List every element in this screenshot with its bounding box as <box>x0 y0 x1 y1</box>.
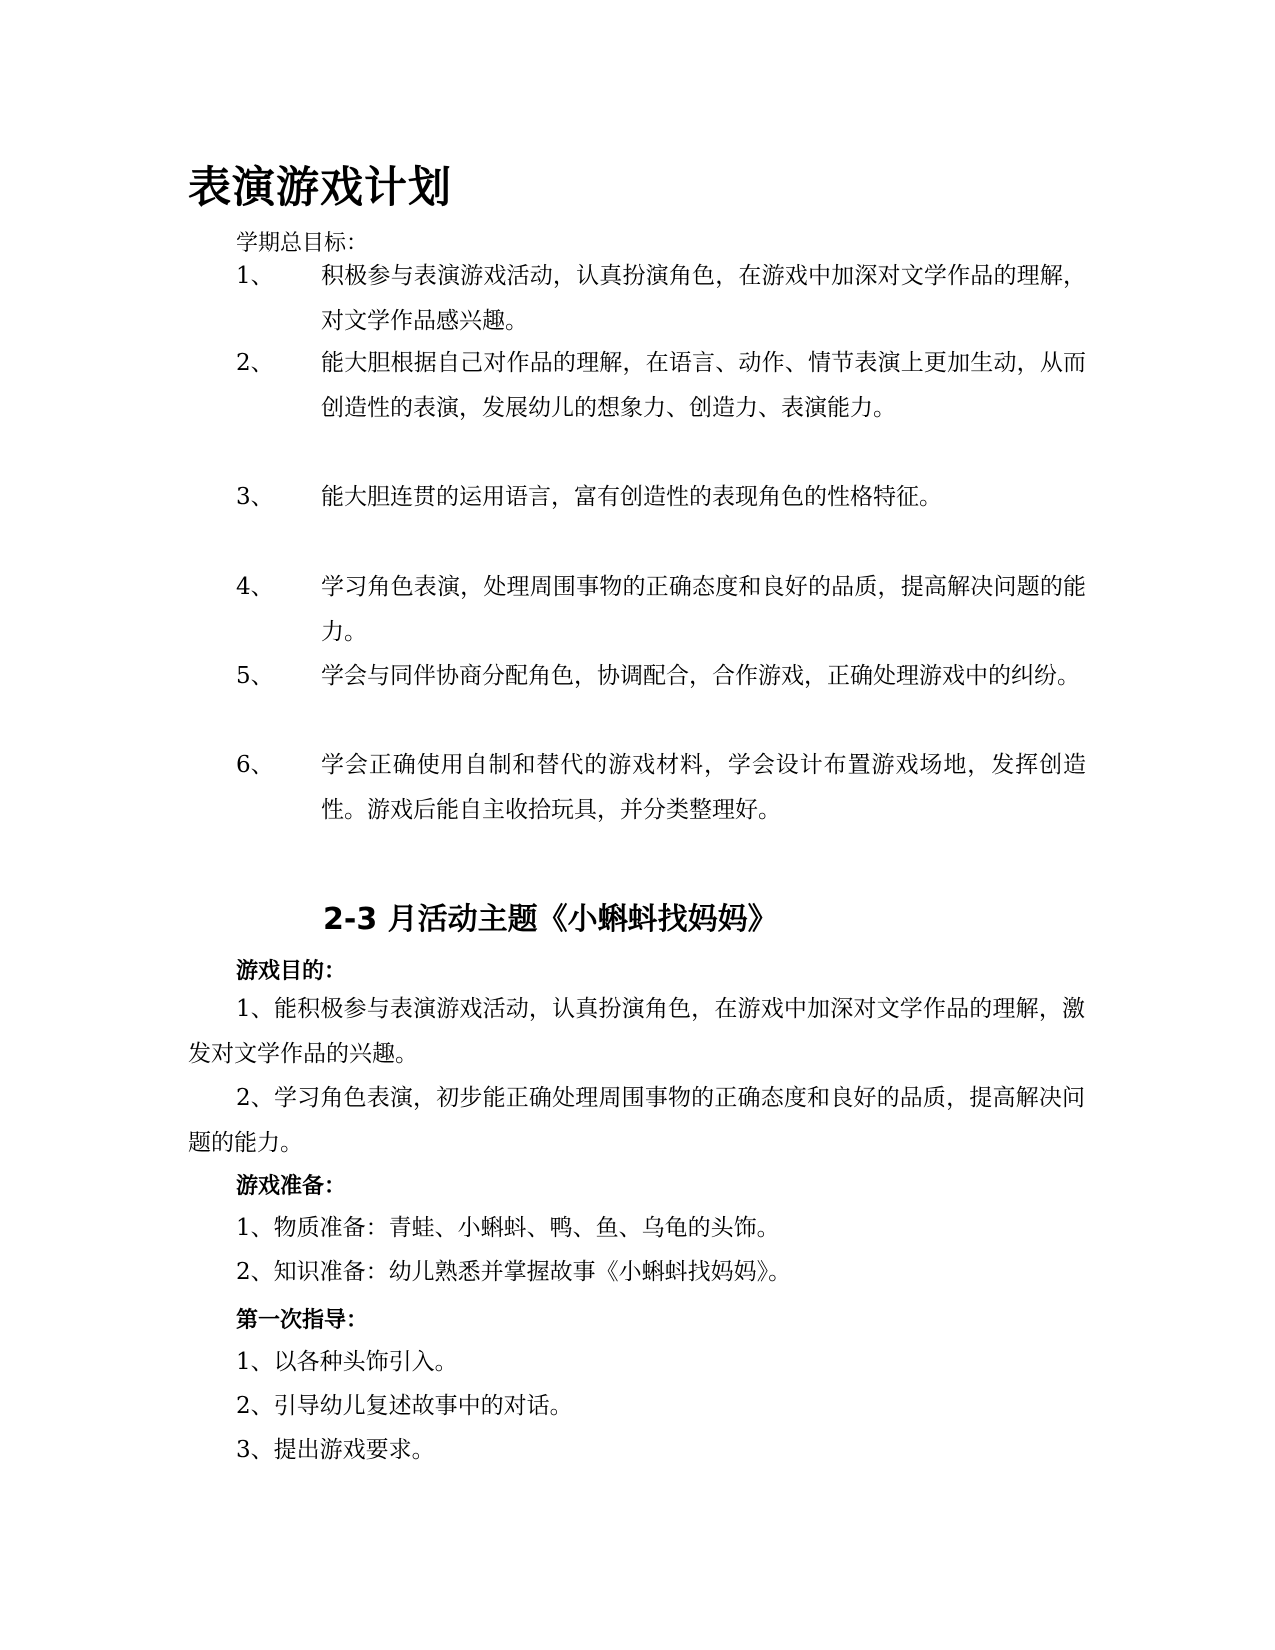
goal-number: 3、 <box>236 484 274 510</box>
goal-number: 6、 <box>236 752 274 778</box>
guide-heading: 第一次指导： <box>236 1308 369 1333</box>
goal-item-2 <box>236 341 1086 431</box>
goal-text: 学会正确使用自制和替代的游戏材料，学会设计布置游戏场地，发挥创造性。游戏后能自主收拾玩具，并分类整理好。 <box>321 752 1086 823</box>
goal-text: 能大胆连贯的运用语言，富有创造性的表现角色的性格特征。 <box>321 484 942 510</box>
goal-text: 能大胆根据自己对作品的理解，在语言、动作、情节表演上更加生动，从而创造性的表演，发展幼儿的想象力、创造力、表演能力。 <box>321 350 1086 421</box>
guide-line-1: 1、以各种头饰引入。 <box>236 1349 458 1375</box>
purpose-paragraph-1: 1、能积极参与表演游戏活动，认真扮演角色，在游戏中加深对文学作品的理解，激发对文学作品的兴趣。 <box>188 996 1085 1067</box>
goal-number: 4、 <box>236 574 274 600</box>
guide-line-3: 3、提出游戏要求。 <box>236 1437 435 1463</box>
goal-number: 5、 <box>236 663 274 689</box>
section-title: 2-3 月活动主题《小蝌蚪找妈妈》 <box>323 902 778 937</box>
goal-item-5 <box>236 654 1086 699</box>
guide-line-2: 2、引导幼儿复述故事中的对话。 <box>236 1393 573 1419</box>
goal-text: 学习角色表演，处理周围事物的正确态度和良好的品质，提高解决问题的能力。 <box>321 574 1086 645</box>
document-title: 表演游戏计划 <box>188 163 452 213</box>
goal-text: 积极参与表演游戏活动，认真扮演角色，在游戏中加深对文学作品的理解，对文学作品感兴趣。 <box>321 263 1086 334</box>
purpose-paragraph-2: 2、学习角色表演，初步能正确处理周围事物的正确态度和良好的品质，提高解决问题的能力。 <box>188 1085 1085 1156</box>
prep-heading: 游戏准备： <box>236 1174 347 1199</box>
goal-item-3 <box>236 475 1086 520</box>
goals-heading: 学期总目标： <box>236 231 369 256</box>
prep-line-2: 2、知识准备：幼儿熟悉并掌握故事《小蝌蚪找妈妈》。 <box>236 1259 792 1285</box>
goal-item-4 <box>236 565 1086 655</box>
purpose-heading: 游戏目的： <box>236 959 347 984</box>
goal-number: 1、 <box>236 263 274 289</box>
goal-text: 学会与同伴协商分配角色，协调配合，合作游戏，正确处理游戏中的纠纷。 <box>321 663 1080 689</box>
goal-item-6 <box>236 743 1086 833</box>
goal-item-1 <box>236 254 1086 344</box>
goal-number: 2、 <box>236 350 274 376</box>
prep-line-1: 1、物质准备：青蛙、小蝌蚪、鸭、鱼、乌龟的头饰。 <box>236 1215 780 1241</box>
